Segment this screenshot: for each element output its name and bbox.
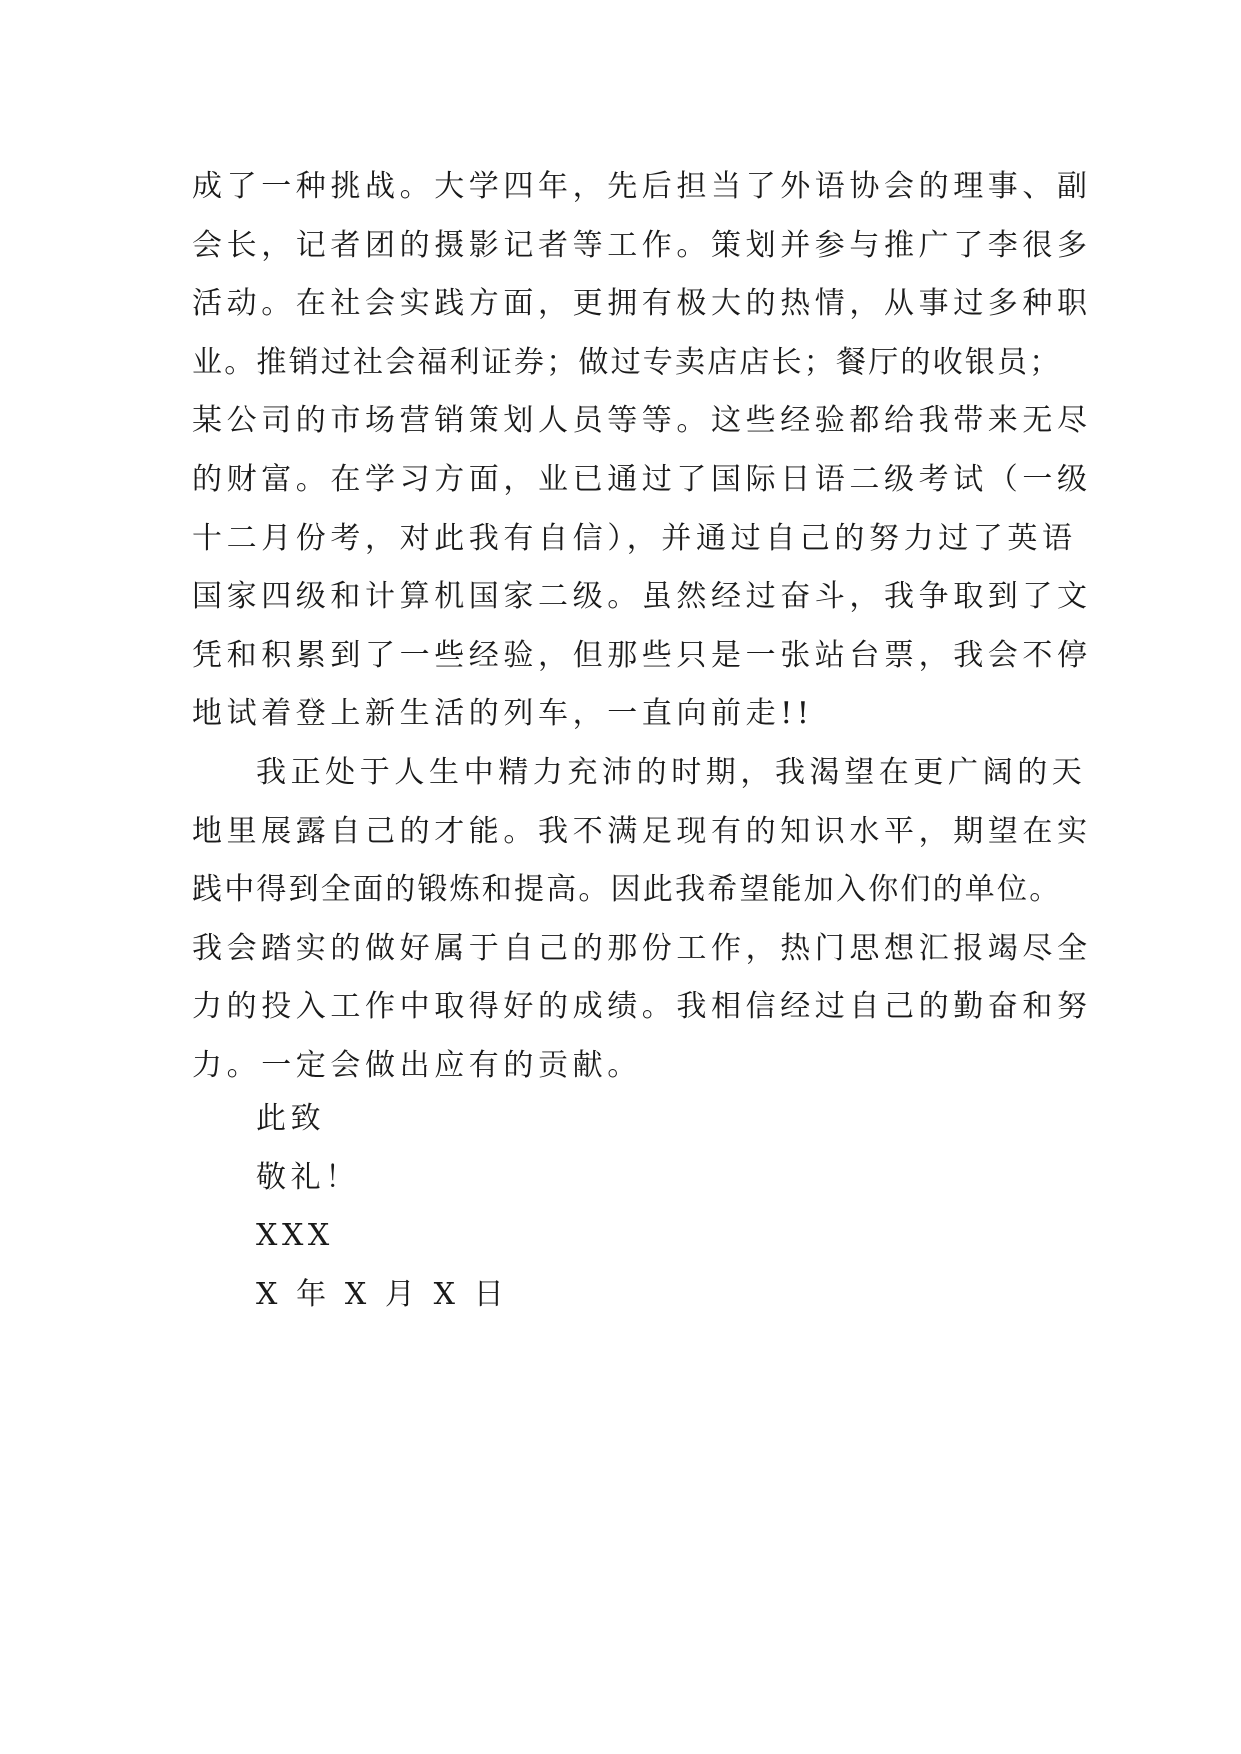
letter-body: [192, 158, 1092, 1096]
text-line: 力的投入工作中取得好的成绩。我相信经过自己的勤奋和努: [192, 989, 1092, 1025]
text-line: 的财富。在学习方面，业已通过了国际日语二级考试（一级: [192, 461, 1092, 497]
text-line: 凭和积累到了一些经验，但那些只是一张站台票，我会不停: [192, 637, 1092, 673]
text-line: 活动。在社会实践方面，更拥有极大的热情，从事过多种职: [192, 286, 1092, 322]
regards: 敬礼！: [256, 1159, 360, 1195]
signature: XXX: [256, 1218, 334, 1254]
paragraph-2: [192, 744, 1092, 1096]
text-line: 我会踏实的做好属于自己的那份工作，热门思想汇报竭尽全: [192, 930, 1092, 966]
date: X 年 X 月 X 日: [256, 1276, 509, 1312]
text-line: 十二月份考，对此我有自信），并通过自己的努力过了英语: [192, 520, 1077, 556]
text-line: 某公司的市场营销策划人员等等。这些经验都给我带来无尽: [192, 403, 1092, 439]
paragraph-1: [192, 158, 1092, 744]
text-line: 践中得到全面的锻炼和提高。因此我希望能加入你们的单位。: [192, 872, 1062, 908]
letter-closing: [256, 1090, 856, 1324]
text-line: 地试着登上新生活的列车，一直向前走!!: [192, 696, 814, 732]
text-line: 国家四级和计算机国家二级。虽然经过奋斗，我争取到了文: [192, 579, 1092, 615]
text-line: 我正处于人生中精力充沛的时期，我渴望在更广阔的天: [256, 754, 1087, 790]
text-line: 业。推销过社会福利证券；做过专卖店店长；餐厅的收银员；: [192, 344, 1062, 380]
text-line: 力。一定会做出应有的贡献。: [192, 1047, 642, 1083]
text-line: 地里展露自己的才能。我不满足现有的知识水平，期望在实: [192, 813, 1092, 849]
text-line: 会长，记者团的摄影记者等工作。策划并参与推广了李很多: [192, 227, 1092, 263]
text-line: 成了一种挑战。大学四年，先后担当了外语协会的理事、副: [192, 169, 1092, 204]
salutation: 此致: [256, 1101, 326, 1136]
